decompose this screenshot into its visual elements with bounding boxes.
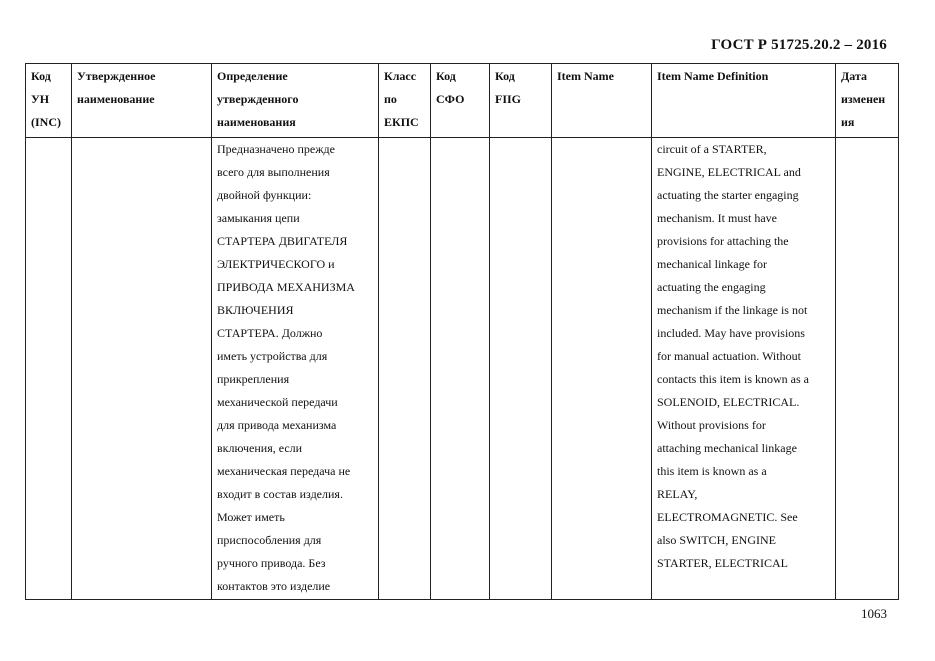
definition-line: ВКЛЮЧЕНИЯ — [217, 303, 294, 317]
definition-line: Предназначено прежде — [217, 142, 335, 156]
definition-line: ПРИВОДА МЕХАНИЗМА — [217, 280, 355, 294]
header-line: изменен — [841, 92, 886, 106]
cell-item-name — [552, 138, 652, 600]
definition-line: для привода механизма — [217, 418, 337, 432]
definition-line: контактов это изделие — [217, 579, 331, 593]
definition-line: mechanism. It must have — [657, 211, 777, 225]
definition-line: attaching mechanical linkage — [657, 441, 797, 455]
document-code-header: ГОСТ Р 51725.20.2 – 2016 — [711, 37, 887, 53]
spec-table — [25, 63, 899, 600]
header-line: Класс — [384, 69, 417, 83]
table-row — [26, 138, 899, 600]
definition-line: also SWITCH, ENGINE — [657, 533, 776, 547]
header-line: УН — [31, 92, 50, 106]
definition-line: Может иметь — [217, 510, 285, 524]
definition-line: механическая передача не — [217, 464, 351, 478]
definition-line: иметь устройства для — [217, 349, 328, 363]
definition-line: STARTER, ELECTRICAL — [657, 556, 788, 570]
definition-line: ELECTROMAGNETIC. See — [657, 510, 798, 524]
cell-fiig-code — [490, 138, 552, 600]
header-line: наименование — [77, 92, 155, 106]
cell-definition-en — [652, 138, 836, 600]
header-cell-sfo-code — [431, 64, 490, 138]
header-cell-item-name — [552, 64, 652, 138]
definition-line: this item is known as a — [657, 464, 767, 478]
definition-line: ENGINE, ELECTRICAL and — [657, 165, 801, 179]
header-line: FIIG — [495, 92, 522, 106]
definition-line: СТАРТЕРА ДВИГАТЕЛЯ — [217, 234, 348, 248]
definition-line: for manual actuation. Without — [657, 349, 801, 363]
definition-line: замыкания цепи — [217, 211, 300, 225]
header-line: ия — [841, 115, 855, 129]
definition-line: двойной функции: — [217, 188, 312, 202]
cell-sfo-code — [431, 138, 490, 600]
header-cell-item-name-definition — [652, 64, 836, 138]
header-line: Код — [436, 69, 456, 83]
definition-line: included. May have provisions — [657, 326, 805, 340]
page-number: 1063 — [861, 606, 887, 621]
header-line: Item Name Definition — [657, 69, 769, 83]
header-line: Код — [495, 69, 515, 83]
definition-line: входит в состав изделия. — [217, 487, 343, 501]
definition-line: provisions for attaching the — [657, 234, 789, 248]
definition-line: Without provisions for — [657, 418, 766, 432]
cell-change-date — [836, 138, 899, 600]
definition-line: включения, если — [217, 441, 303, 455]
header-line: утвержденного — [217, 92, 299, 106]
definition-line: СТАРТЕРА. Должно — [217, 326, 323, 340]
header-line: Утвержденное — [77, 69, 156, 83]
header-line: СФО — [436, 92, 465, 106]
header-line: по — [384, 92, 397, 106]
definition-line: SOLENOID, ELECTRICAL. — [657, 395, 800, 409]
cell-approved-name — [72, 138, 212, 600]
definition-line: mechanical linkage for — [657, 257, 767, 271]
table-header-row — [26, 64, 899, 138]
definition-line: RELAY, — [657, 487, 698, 501]
definition-line: mechanism if the linkage is not — [657, 303, 808, 317]
header-line: Дата — [841, 69, 867, 83]
header-cell-approved-name — [72, 64, 212, 138]
header-cell-definition-ru — [212, 64, 379, 138]
definition-line: actuating the engaging — [657, 280, 766, 294]
definition-line: contacts this item is known as a — [657, 372, 809, 386]
header-line: Item Name — [557, 69, 614, 83]
header-line: Определение — [217, 69, 288, 83]
header-cell-fiig-code — [490, 64, 552, 138]
header-line: (INC) — [31, 115, 61, 129]
definition-line: ручного привода. Без — [217, 556, 326, 570]
header-line: наименования — [217, 115, 296, 129]
definition-line: прикрепления — [217, 372, 290, 386]
header-cell-ekps-class — [379, 64, 431, 138]
cell-definition-ru — [212, 138, 379, 600]
header-line: ЕКПС — [384, 115, 419, 129]
definition-line: всего для выполнения — [217, 165, 330, 179]
definition-line: circuit of a STARTER, — [657, 142, 767, 156]
definition-line: приспособления для — [217, 533, 322, 547]
definition-line: механической передачи — [217, 395, 338, 409]
definition-line: actuating the starter engaging — [657, 188, 799, 202]
cell-ekps-class — [379, 138, 431, 600]
header-cell-inc-code — [26, 64, 72, 138]
header-cell-change-date — [836, 64, 899, 138]
header-line: Код — [31, 69, 51, 83]
definition-line: ЭЛЕКТРИЧЕСКОГО и — [217, 257, 335, 271]
cell-inc-code — [26, 138, 72, 600]
